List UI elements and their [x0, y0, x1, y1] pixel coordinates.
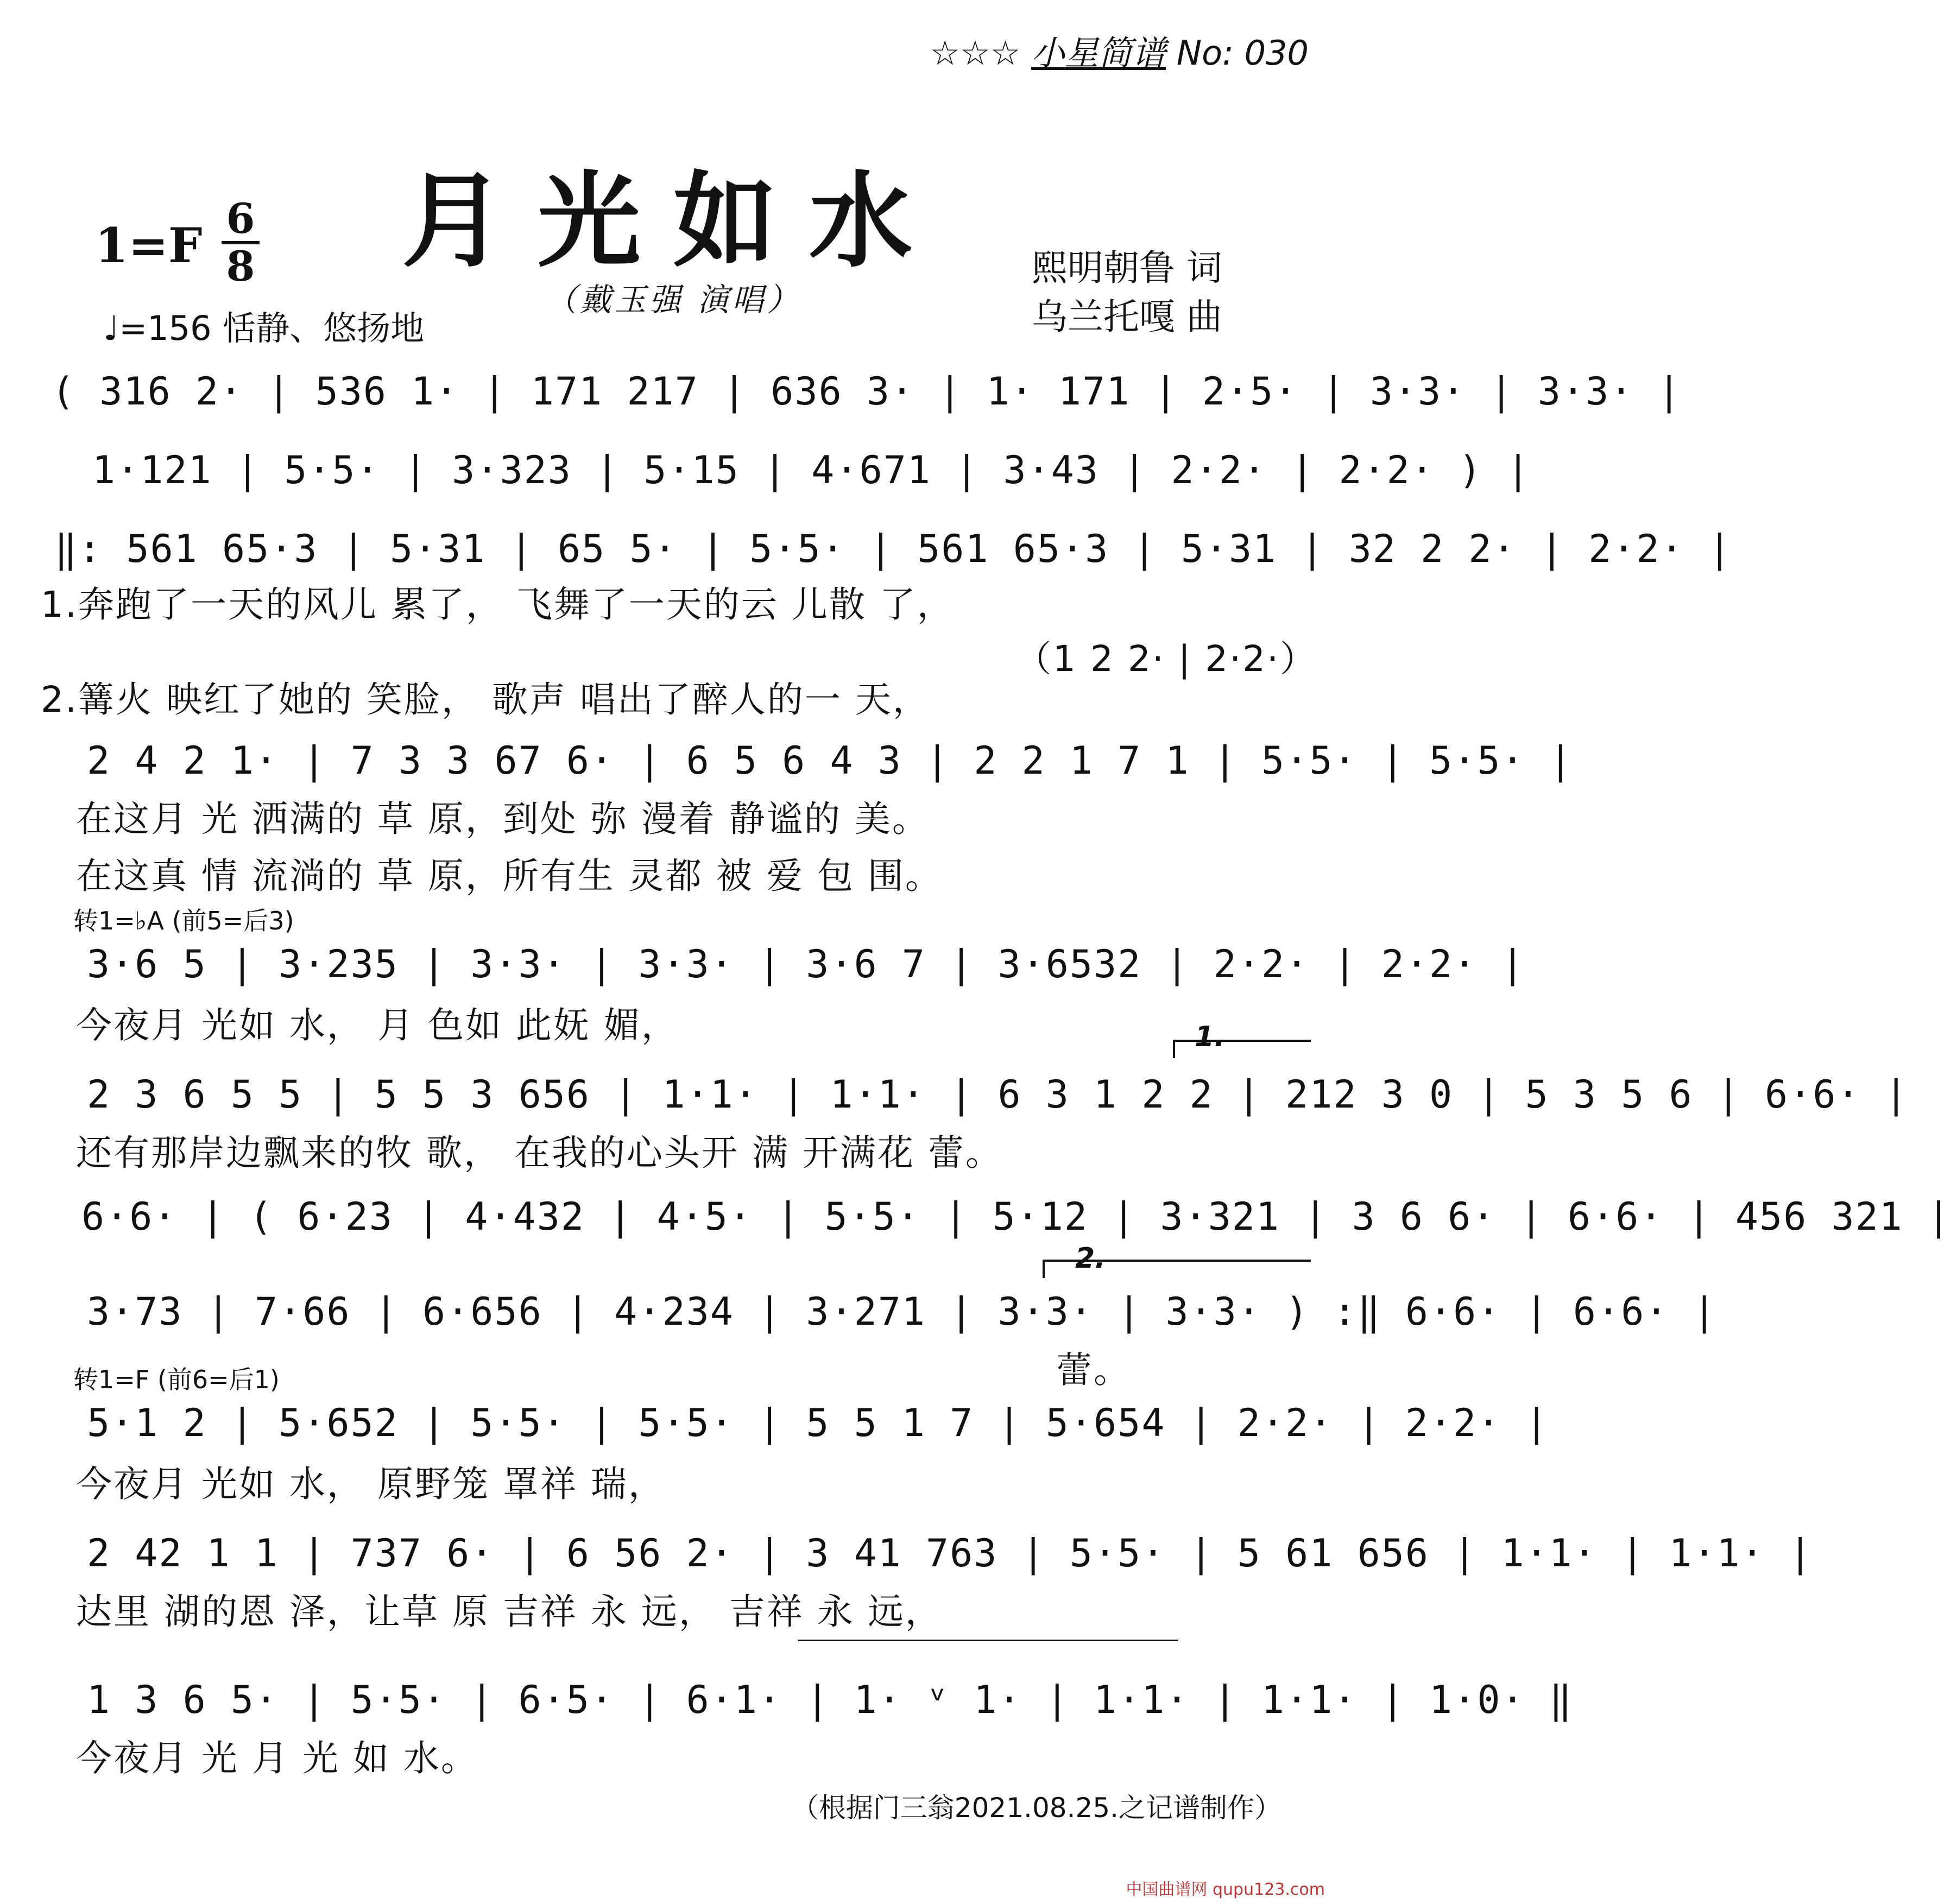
volta-bracket-1 [1173, 1040, 1311, 1058]
crescendo-line [798, 1640, 1178, 1641]
score-line-6: 2 3 6 5 5 | 5 5 3 656 | 1·1· | 1·1· | 6 3 1 2 2 | 212 3 0 | 5 3 5 6 | 6·6· | [87, 1072, 1909, 1117]
score-line-9: 5·1 2 | 5·652 | 5·5· | 5·5· | 5 5 1 7 | 5·654 | 2·2· | 2·2· | [87, 1401, 1549, 1445]
song-title: 月光如水 [401, 160, 945, 281]
score-line-8: 3·73 | 7·66 | 6·656 | 4·234 | 3·271 | 3·3· | 3·3· ) :‖ 6·6· | 6·6· | [87, 1289, 1717, 1334]
brand-stars: ☆☆☆ [930, 33, 1021, 73]
score-line-2: 1·121 | 5·5· | 3·323 | 5·15 | 4·671 | 3·43 | 2·2· | 2·2· ) | [92, 448, 1531, 492]
tempo-marking: ♩=156 恬静、悠扬地 [103, 308, 425, 348]
singer-credit: （戴玉强 演唱） [545, 281, 802, 318]
transcription-note: （根据门三翁2021.08.25.之记谱制作） [791, 1792, 1281, 1824]
brand-number: No: 030 [1176, 33, 1309, 73]
brand-name: 小星简谱 [1031, 33, 1166, 73]
score-line-5: 3·6 5 | 3·235 | 3·3· | 3·3· | 3·6 7 | 3·6532 | 2·2· | 2·2· | [87, 942, 1525, 986]
meter-top: 6 [222, 197, 260, 244]
score-line-1: ( 316 2· | 536 1· | 171 217 | 636 3· | 1· 171 | 2·5· | 3·3· | 3·3· | [52, 369, 1682, 414]
score-line-7: 6·6· | ( 6·23 | 4·432 | 4·5· | 5·5· | 5·12 | 3·321 | 3 6 6· | 6·6· | 456 321 | [81, 1194, 1951, 1239]
score-line-3: ‖: 561 65·3 | 5·31 | 65 5· | 5·5· | 561 65·3 | 5·31 | 32 2 2· | 2·2· | [54, 527, 1733, 571]
score-line-10: 2 42 1 1 | 737 6· | 6 56 2· | 3 41 763 | 5·5· | 5 61 656 | 1·1· | 1·1· | [87, 1531, 1813, 1576]
volta-number-2: 2. [1075, 1242, 1106, 1275]
key-signature: 1=F [95, 217, 203, 274]
score-line-4: 2 4 2 1· | 7 3 3 67 6· | 6 5 6 4 3 | 2 2 1 7 1 | 5·5· | 5·5· | [87, 738, 1573, 783]
lyric-line-9: 今夜月 光如 水， 原野笼 罩祥 瑞， [76, 1463, 666, 1505]
meter-bottom: 8 [226, 242, 255, 290]
lyric-line-5: 今夜月 光如 水， 月 色如 此妩 媚， [76, 1004, 679, 1046]
lyric-line-11: 今夜月 光 月 光 如 水。 [76, 1737, 478, 1779]
composer-credit: 乌兰托嘎 曲 [1032, 296, 1222, 338]
volta-number-1: 1. [1195, 1021, 1225, 1053]
modulation-label-1: 转1=♭A (前5=后3) [73, 906, 294, 935]
score-line-11: 1 3 6 5· | 5·5· | 6·5· | 6·1· | 1· ᵛ 1· | 1·1· | 1·1· | 1·0· ‖ [87, 1678, 1573, 1722]
lyric-line-8: 蕾。 [1056, 1349, 1131, 1391]
lyric-line-3-verse-1: 1.奔跑了一天的风儿 累了， 飞舞了一天的云 儿散 了， [41, 584, 955, 625]
lyric-line-3-extra: （1 2 2· | 2·2·） [1015, 638, 1318, 680]
lyric-line-4-verse-1: 在这月 光 洒满的 草 原，到处 弥 漫着 静谧的 美。 [76, 798, 930, 840]
brand-header [930, 26, 1309, 74]
time-signature [222, 194, 260, 290]
watermark: 中国曲谱网 qupu123.com [1126, 1880, 1325, 1899]
lyricist-credit: 熙明朝鲁 词 [1032, 247, 1222, 289]
lyric-line-3-verse-2: 2.篝火 映红了她的 笑脸， 歌声 唱出了醉人的一 天， [41, 679, 930, 720]
lyric-line-4-verse-2: 在这真 情 流淌的 草 原，所有生 灵都 被 爱 包 围。 [76, 855, 943, 897]
lyric-line-6: 还有那岸边飘来的牧 歌， 在我的心头开 满 开满花 蕾。 [76, 1132, 1003, 1174]
modulation-label-2: 转1=F (前6=后1) [73, 1365, 280, 1394]
lyric-line-10: 达里 湖的恩 泽，让草 原 吉祥 永 远， 吉祥 永 远， [76, 1591, 943, 1633]
